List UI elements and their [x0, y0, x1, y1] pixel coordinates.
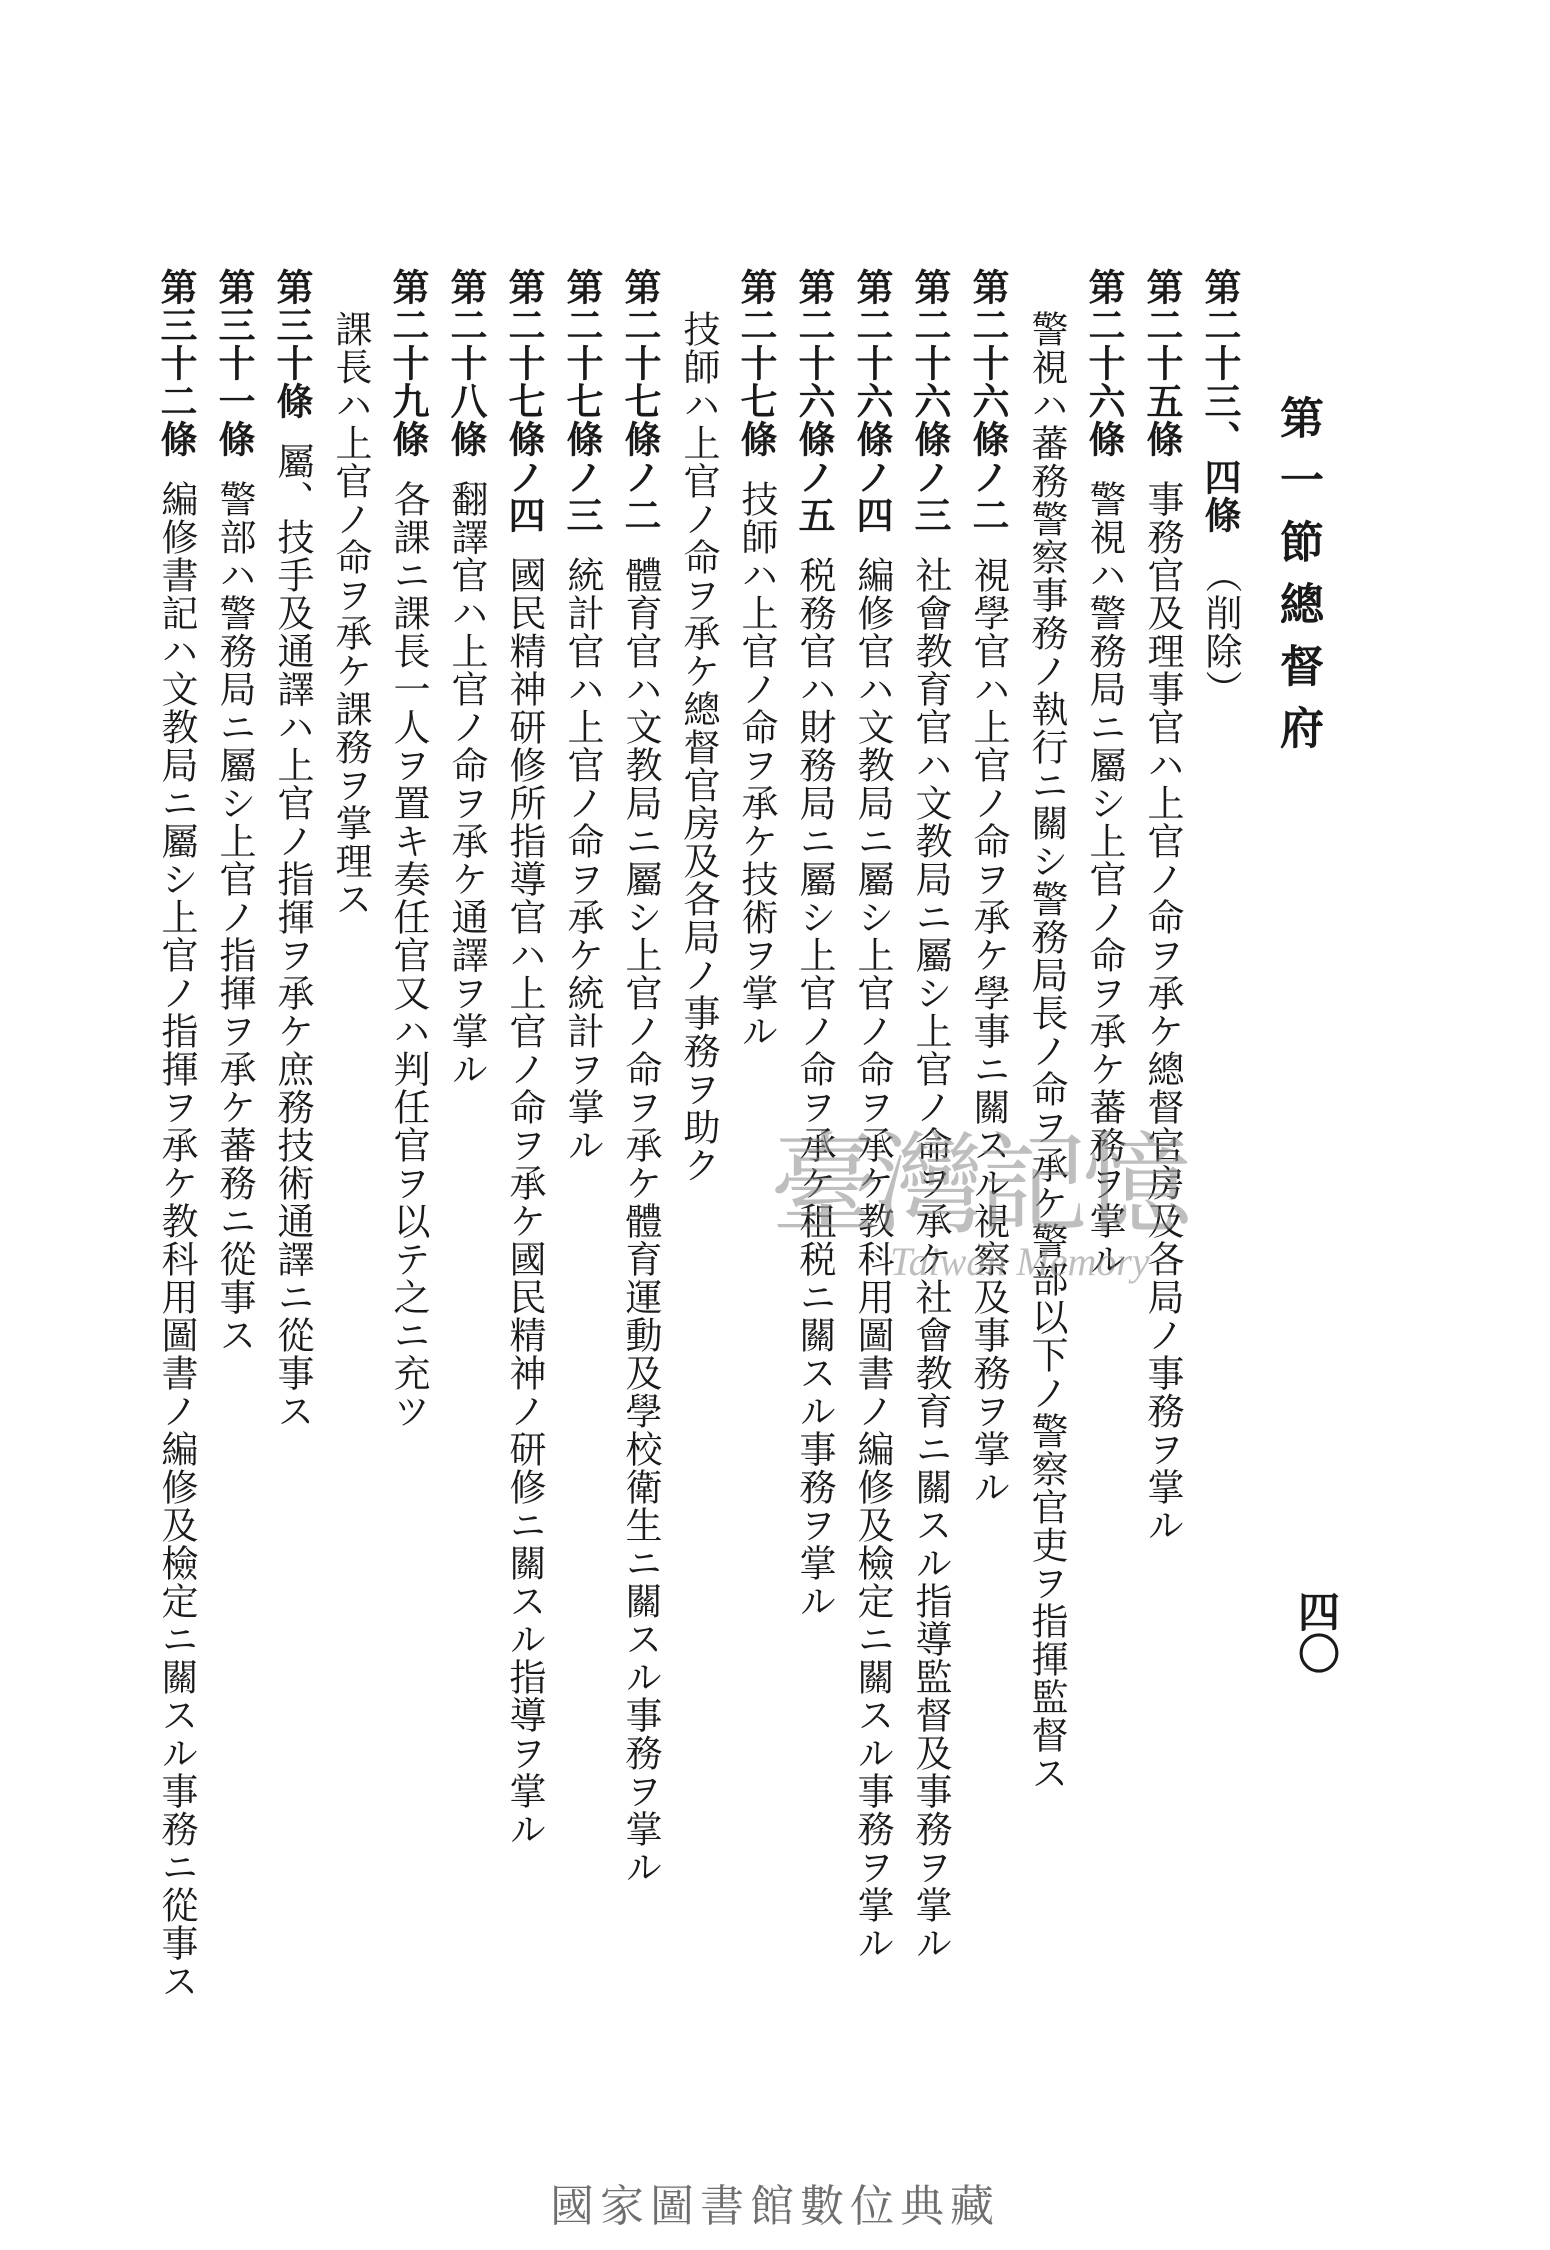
article-column	[908, 268, 952, 1962]
article-text: 警部ハ警務局ニ屬シ上官ノ指揮ヲ承ケ蕃務ニ從事ス	[213, 480, 256, 1354]
article-column	[444, 268, 488, 1088]
article-number: 第三十二條	[154, 268, 198, 458]
article-column	[1024, 310, 1068, 1792]
article-number: 第三十一條	[212, 268, 256, 458]
article-text: （削除）	[1199, 556, 1242, 708]
article-column	[386, 268, 430, 1430]
article-number: 第二十七條ノ四	[502, 268, 546, 534]
article-number: 第三十條	[270, 268, 314, 420]
article-text: 税務官ハ財務局ニ屬シ上官ノ命ヲ承ケ租税ニ關スル事務ヲ掌ル	[793, 556, 836, 1620]
article-text: 屬、技手及通譯ハ上官ノ指揮ヲ承ケ庶務技術通譯ニ從事ス	[271, 442, 314, 1430]
article-text: 社會教育官ハ文教局ニ屬シ上官ノ命ヲ承ケ社會教育ニ關スル指導監督及事務ヲ掌ル	[909, 556, 952, 1962]
article-text: 國民精神研修所指導官ハ上官ノ命ヲ承ケ國民精神ノ研修ニ關スル指導ヲ掌ル	[503, 556, 546, 1848]
article-column	[154, 268, 198, 2000]
article-number: 第二十六條	[1082, 268, 1126, 458]
library-footer: 國家圖書館數位典藏	[550, 2181, 1000, 2232]
article-text: 課長ハ上官ノ命ヲ承ケ課務ヲ掌理ス	[329, 310, 372, 918]
taiwan-memory-watermark	[770, 1120, 1250, 1300]
article-text: 翻譯官ハ上官ノ命ヲ承ケ通譯ヲ掌ル	[445, 480, 488, 1088]
article-number: 第二十八條	[444, 268, 488, 458]
watermark-cjk-text: 臺灣記憶	[770, 1121, 1186, 1249]
article-column	[734, 268, 778, 1050]
article-text: 體育官ハ文教局ニ屬シ上官ノ命ヲ承ケ體育運動及學校衛生ニ關スル事務ヲ掌ル	[619, 556, 662, 1886]
article-column	[966, 268, 1010, 1506]
article-number: 第二十五條	[1140, 268, 1184, 458]
article-text: 技師ハ上官ノ命ヲ承ケ總督官房及各局ノ事務ヲ助ク	[677, 310, 720, 1184]
article-text: 視學官ハ上官ノ命ヲ承ケ學事ニ關スル視察及事務ヲ掌ル	[967, 556, 1010, 1506]
article-column	[502, 268, 546, 1848]
article-column	[850, 268, 894, 1962]
article-column	[270, 268, 314, 1430]
article-column	[792, 268, 836, 1620]
article-column	[328, 310, 372, 918]
article-text: 各課ニ課長一人ヲ置キ奏任官又ハ判任官ヲ以テ之ニ充ツ	[387, 480, 430, 1430]
article-column	[560, 268, 604, 1164]
article-number: 第二十三、四條	[1198, 268, 1242, 534]
article-column	[618, 268, 662, 1886]
article-number: 第二十六條ノ三	[908, 268, 952, 534]
article-number: 第二十七條ノ二	[618, 268, 662, 534]
article-number: 第二十七條	[734, 268, 778, 458]
section-title: 第一節總督府	[1272, 395, 1323, 767]
article-number: 第二十六條ノ四	[850, 268, 894, 534]
article-column	[676, 310, 720, 1184]
watermark-latin-text: Taiwan Memory	[890, 1239, 1150, 1284]
page-number: 四〇	[1292, 1590, 1341, 1674]
article-number: 第二十七條ノ三	[560, 268, 604, 534]
article-column	[212, 268, 256, 1354]
article-number: 第二十九條	[386, 268, 430, 458]
article-text: 統計官ハ上官ノ命ヲ承ケ統計ヲ掌ル	[561, 556, 604, 1164]
article-column	[1198, 268, 1242, 708]
article-text: 警視ハ警務局ニ屬シ上官ノ命ヲ承ケ蕃務ヲ掌ル	[1083, 480, 1126, 1278]
article-number: 第二十六條ノ二	[966, 268, 1010, 534]
article-text: 編修書記ハ文教局ニ屬シ上官ノ指揮ヲ承ケ教科用圖書ノ編修及檢定ニ關スル事務ニ從事ス	[155, 480, 198, 2000]
article-text: 事務官及理事官ハ上官ノ命ヲ承ケ總督官房及各局ノ事務ヲ掌ル	[1141, 480, 1184, 1544]
article-column	[1140, 268, 1184, 1544]
article-number: 第二十六條ノ五	[792, 268, 836, 534]
article-text: 警視ハ蕃務警察事務ノ執行ニ關シ警務局長ノ命ヲ承ケ警部以下ノ警察官吏ヲ指揮監督ス	[1025, 310, 1068, 1792]
article-text: 編修官ハ文教局ニ屬シ上官ノ命ヲ承ケ教科用圖書ノ編修及檢定ニ關スル事務ヲ掌ル	[851, 556, 894, 1962]
article-text: 技師ハ上官ノ命ヲ承ケ技術ヲ掌ル	[735, 480, 778, 1050]
